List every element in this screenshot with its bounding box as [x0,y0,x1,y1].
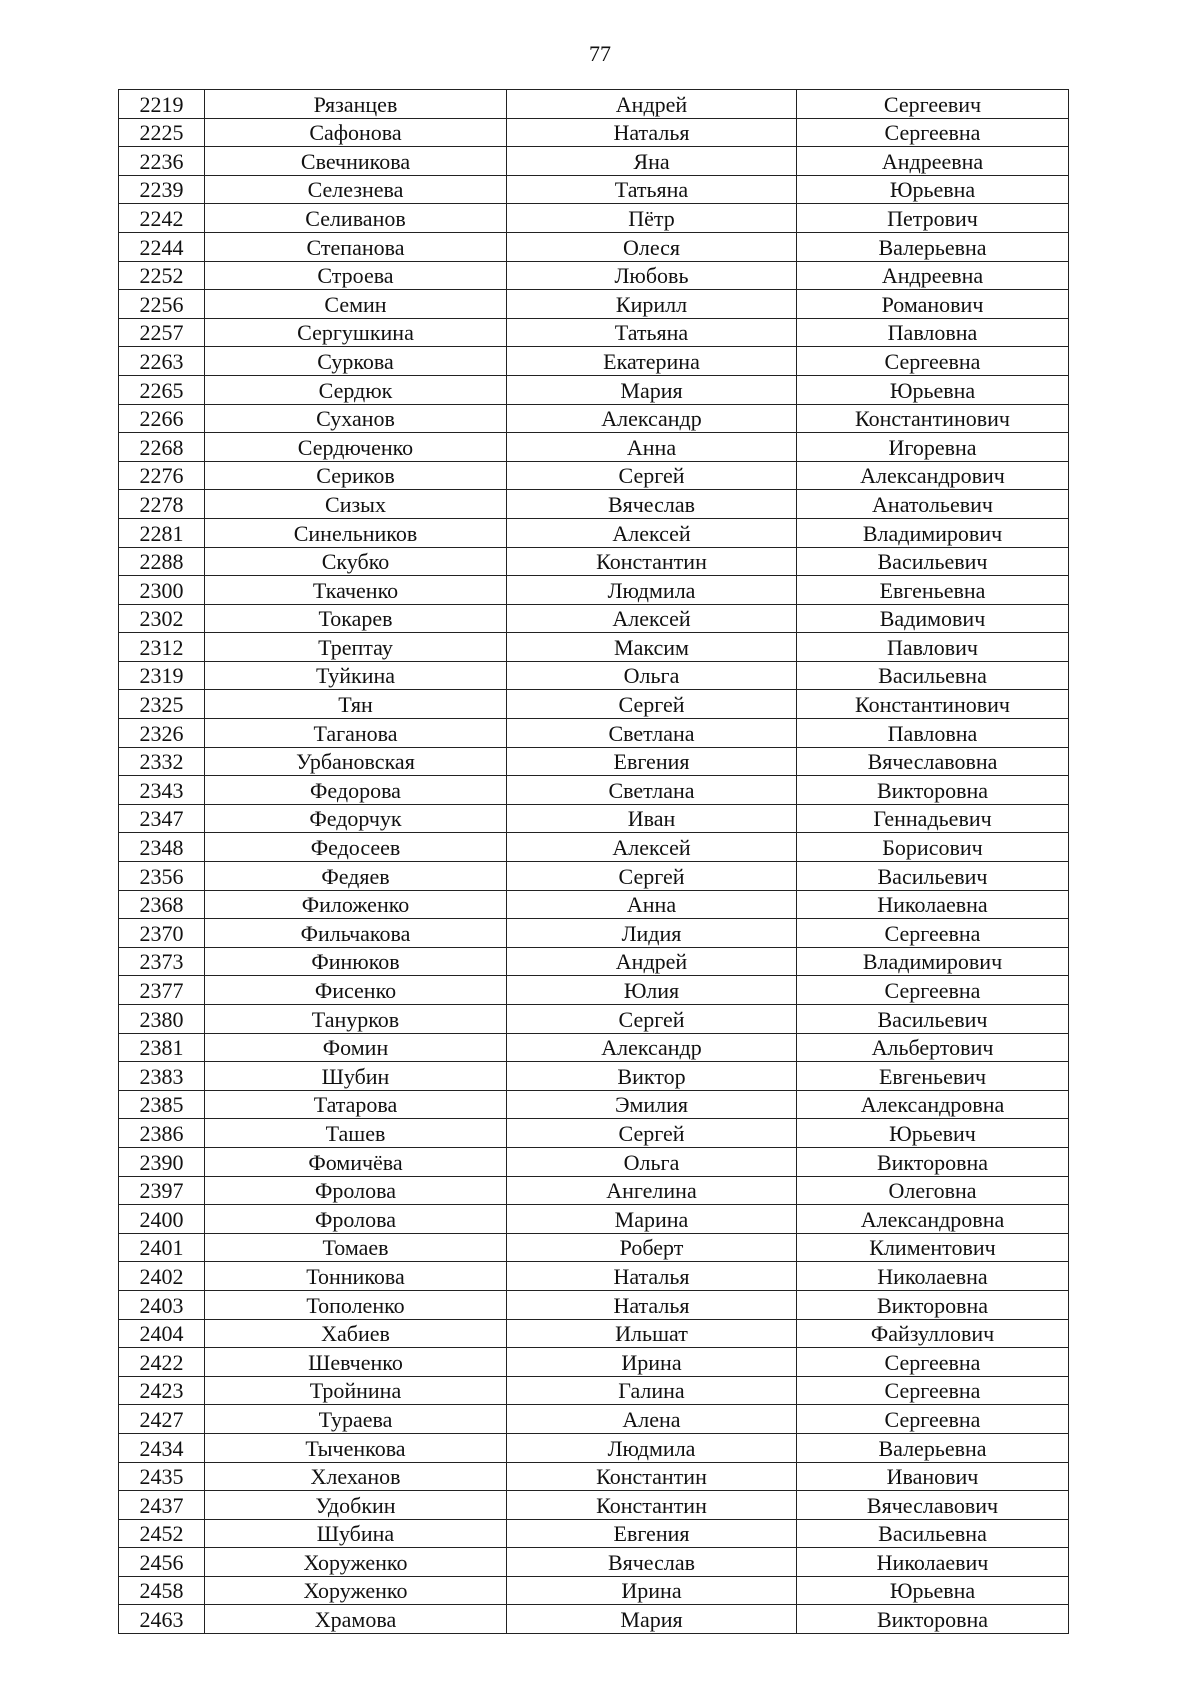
last-name-cell: Рязанцев [205,90,507,119]
patronymic-cell: Иванович [797,1462,1069,1491]
patronymic-cell: Валерьевна [797,232,1069,261]
record-number-cell: 2263 [119,347,205,376]
patronymic-cell: Вадимович [797,604,1069,633]
first-name-cell: Светлана [507,776,797,805]
last-name-cell: Тыченкова [205,1433,507,1462]
last-name-cell: Филоженко [205,890,507,919]
last-name-cell: Таганова [205,719,507,748]
table-row [119,1205,1069,1234]
first-name-cell: Евгения [507,1519,797,1548]
patronymic-cell: Юрьевич [797,1119,1069,1148]
first-name-cell: Яна [507,147,797,176]
first-name-cell: Максим [507,633,797,662]
patronymic-cell: Климентович [797,1233,1069,1262]
first-name-cell: Екатерина [507,347,797,376]
last-name-cell: Тян [205,690,507,719]
record-number-cell: 2325 [119,690,205,719]
table-row [119,547,1069,576]
record-number-cell: 2386 [119,1119,205,1148]
patronymic-cell: Владимирович [797,518,1069,547]
patronymic-cell: Юрьевна [797,1576,1069,1605]
patronymic-cell: Сергеевна [797,1405,1069,1434]
table-row [119,1433,1069,1462]
first-name-cell: Наталья [507,1262,797,1291]
last-name-cell: Хлеханов [205,1462,507,1491]
record-number-cell: 2347 [119,804,205,833]
last-name-cell: Федорова [205,776,507,805]
record-number-cell: 2225 [119,118,205,147]
table-row [119,175,1069,204]
patronymic-cell: Альбертович [797,1033,1069,1062]
table-row [119,690,1069,719]
patronymic-cell: Валерьевна [797,1433,1069,1462]
table-row [119,862,1069,891]
last-name-cell: Суркова [205,347,507,376]
first-name-cell: Мария [507,1605,797,1634]
page-number: 77 [589,41,611,66]
record-number-cell: 2288 [119,547,205,576]
table-row [119,1062,1069,1091]
patronymic-cell: Вячеславовна [797,747,1069,776]
table-row [119,1405,1069,1434]
patronymic-cell: Васильевич [797,862,1069,891]
table-row [119,90,1069,119]
first-name-cell: Лидия [507,919,797,948]
last-name-cell: Шубин [205,1062,507,1091]
first-name-cell: Вячеслав [507,1548,797,1577]
patronymic-cell: Борисович [797,833,1069,862]
first-name-cell: Любовь [507,261,797,290]
table-row [119,404,1069,433]
record-number-cell: 2268 [119,433,205,462]
first-name-cell: Людмила [507,1433,797,1462]
record-number-cell: 2343 [119,776,205,805]
table-row [119,1548,1069,1577]
patronymic-cell: Юрьевна [797,175,1069,204]
last-name-cell: Федосеев [205,833,507,862]
first-name-cell: Константин [507,1491,797,1520]
patronymic-cell: Павловна [797,318,1069,347]
patronymic-cell: Сергеевна [797,1376,1069,1405]
patronymic-cell: Андреевна [797,261,1069,290]
record-number-cell: 2257 [119,318,205,347]
last-name-cell: Туйкина [205,661,507,690]
last-name-cell: Селиванов [205,204,507,233]
record-number-cell: 2383 [119,1062,205,1091]
table-row [119,1319,1069,1348]
record-number-cell: 2381 [119,1033,205,1062]
last-name-cell: Суханов [205,404,507,433]
first-name-cell: Анна [507,433,797,462]
last-name-cell: Хоруженко [205,1576,507,1605]
patronymic-cell: Сергеевич [797,90,1069,119]
record-number-cell: 2401 [119,1233,205,1262]
record-number-cell: 2348 [119,833,205,862]
patronymic-cell: Игоревна [797,433,1069,462]
table-row [119,1519,1069,1548]
record-number-cell: 2252 [119,261,205,290]
last-name-cell: Тураева [205,1405,507,1434]
last-name-cell: Шубина [205,1519,507,1548]
patronymic-cell: Константинович [797,690,1069,719]
first-name-cell: Сергей [507,1119,797,1148]
table-row [119,1176,1069,1205]
patronymic-cell: Файзуллович [797,1319,1069,1348]
first-name-cell: Ирина [507,1576,797,1605]
last-name-cell: Шевченко [205,1348,507,1377]
table-row [119,1605,1069,1634]
last-name-cell: Хабиев [205,1319,507,1348]
record-number-cell: 2242 [119,204,205,233]
record-number-cell: 2458 [119,1576,205,1605]
first-name-cell: Светлана [507,719,797,748]
record-number-cell: 2312 [119,633,205,662]
table-row [119,433,1069,462]
last-name-cell: Ткаченко [205,576,507,605]
last-name-cell: Скубко [205,547,507,576]
table-row [119,804,1069,833]
patronymic-cell: Андреевна [797,147,1069,176]
first-name-cell: Константин [507,1462,797,1491]
first-name-cell: Наталья [507,1290,797,1319]
first-name-cell: Роберт [507,1233,797,1262]
table-row [119,1348,1069,1377]
patronymic-cell: Павловна [797,719,1069,748]
record-number-cell: 2368 [119,890,205,919]
record-number-cell: 2265 [119,375,205,404]
patronymic-cell: Сергеевна [797,347,1069,376]
first-name-cell: Олеся [507,232,797,261]
record-number-cell: 2302 [119,604,205,633]
first-name-cell: Алексей [507,518,797,547]
first-name-cell: Андрей [507,947,797,976]
table-row [119,976,1069,1005]
first-name-cell: Сергей [507,690,797,719]
table-row [119,1119,1069,1148]
first-name-cell: Ирина [507,1348,797,1377]
patronymic-cell: Александрович [797,461,1069,490]
patronymic-cell: Владимирович [797,947,1069,976]
last-name-cell: Танурков [205,1005,507,1034]
patronymic-cell: Викторовна [797,776,1069,805]
first-name-cell: Сергей [507,1005,797,1034]
record-number-cell: 2276 [119,461,205,490]
last-name-cell: Фомин [205,1033,507,1062]
record-number-cell: 2422 [119,1348,205,1377]
record-number-cell: 2236 [119,147,205,176]
last-name-cell: Строева [205,261,507,290]
roster-body [119,90,1069,1634]
record-number-cell: 2278 [119,490,205,519]
table-row [119,1290,1069,1319]
last-name-cell: Томаев [205,1233,507,1262]
table-row [119,461,1069,490]
table-row [119,147,1069,176]
last-name-cell: Сергушкина [205,318,507,347]
record-number-cell: 2256 [119,290,205,319]
patronymic-cell: Васильевна [797,661,1069,690]
first-name-cell: Ильшат [507,1319,797,1348]
first-name-cell: Александр [507,1033,797,1062]
table-row [119,118,1069,147]
first-name-cell: Ольга [507,661,797,690]
patronymic-cell: Петрович [797,204,1069,233]
first-name-cell: Алена [507,1405,797,1434]
table-row [119,604,1069,633]
patronymic-cell: Константинович [797,404,1069,433]
record-number-cell: 2437 [119,1491,205,1520]
patronymic-cell: Анатольевич [797,490,1069,519]
first-name-cell: Анна [507,890,797,919]
first-name-cell: Иван [507,804,797,833]
first-name-cell: Юлия [507,976,797,1005]
table-row [119,919,1069,948]
last-name-cell: Удобкин [205,1491,507,1520]
patronymic-cell: Николаевич [797,1548,1069,1577]
first-name-cell: Вячеслав [507,490,797,519]
table-row [119,1147,1069,1176]
last-name-cell: Федорчук [205,804,507,833]
last-name-cell: Фомичёва [205,1147,507,1176]
patronymic-cell: Геннадьевич [797,804,1069,833]
last-name-cell: Фильчакова [205,919,507,948]
table-row [119,290,1069,319]
record-number-cell: 2423 [119,1376,205,1405]
patronymic-cell: Евгеньевич [797,1062,1069,1091]
record-number-cell: 2319 [119,661,205,690]
record-number-cell: 2266 [119,404,205,433]
table-row [119,232,1069,261]
record-number-cell: 2402 [119,1262,205,1291]
first-name-cell: Виктор [507,1062,797,1091]
patronymic-cell: Александровна [797,1205,1069,1234]
table-row [119,661,1069,690]
patronymic-cell: Романович [797,290,1069,319]
last-name-cell: Урбановская [205,747,507,776]
table-row [119,490,1069,519]
record-number-cell: 2281 [119,518,205,547]
last-name-cell: Сердюченко [205,433,507,462]
last-name-cell: Татарова [205,1090,507,1119]
table-row [119,347,1069,376]
patronymic-cell: Олеговна [797,1176,1069,1205]
table-row [119,1376,1069,1405]
patronymic-cell: Васильевич [797,1005,1069,1034]
record-number-cell: 2400 [119,1205,205,1234]
record-number-cell: 2244 [119,232,205,261]
first-name-cell: Александр [507,404,797,433]
last-name-cell: Селезнева [205,175,507,204]
patronymic-cell: Сергеевна [797,1348,1069,1377]
patronymic-cell: Сергеевна [797,919,1069,948]
first-name-cell: Андрей [507,90,797,119]
first-name-cell: Алексей [507,833,797,862]
patronymic-cell: Сергеевна [797,976,1069,1005]
first-name-cell: Марина [507,1205,797,1234]
record-number-cell: 2456 [119,1548,205,1577]
first-name-cell: Сергей [507,862,797,891]
first-name-cell: Татьяна [507,318,797,347]
record-number-cell: 2385 [119,1090,205,1119]
table-row [119,776,1069,805]
record-number-cell: 2390 [119,1147,205,1176]
first-name-cell: Константин [507,547,797,576]
last-name-cell: Ташев [205,1119,507,1148]
last-name-cell: Синельников [205,518,507,547]
first-name-cell: Ольга [507,1147,797,1176]
first-name-cell: Евгения [507,747,797,776]
last-name-cell: Хоруженко [205,1548,507,1577]
table-row [119,747,1069,776]
last-name-cell: Фисенко [205,976,507,1005]
last-name-cell: Сердюк [205,375,507,404]
roster-table [118,89,1069,1634]
last-name-cell: Храмова [205,1605,507,1634]
record-number-cell: 2370 [119,919,205,948]
table-row [119,518,1069,547]
first-name-cell: Кирилл [507,290,797,319]
first-name-cell: Галина [507,1376,797,1405]
table-row [119,1033,1069,1062]
first-name-cell: Мария [507,375,797,404]
table-row [119,1262,1069,1291]
last-name-cell: Токарев [205,604,507,633]
record-number-cell: 2377 [119,976,205,1005]
table-row [119,1090,1069,1119]
patronymic-cell: Юрьевна [797,375,1069,404]
table-row [119,1005,1069,1034]
record-number-cell: 2380 [119,1005,205,1034]
last-name-cell: Фролова [205,1205,507,1234]
patronymic-cell: Вячеславович [797,1491,1069,1520]
patronymic-cell: Викторовна [797,1290,1069,1319]
first-name-cell: Татьяна [507,175,797,204]
table-row [119,833,1069,862]
record-number-cell: 2239 [119,175,205,204]
table-row [119,204,1069,233]
last-name-cell: Трептау [205,633,507,662]
patronymic-cell: Павлович [797,633,1069,662]
table-row [119,1233,1069,1262]
record-number-cell: 2403 [119,1290,205,1319]
record-number-cell: 2463 [119,1605,205,1634]
table-row [119,1491,1069,1520]
record-number-cell: 2332 [119,747,205,776]
record-number-cell: 2373 [119,947,205,976]
record-number-cell: 2452 [119,1519,205,1548]
record-number-cell: 2435 [119,1462,205,1491]
patronymic-cell: Викторовна [797,1605,1069,1634]
record-number-cell: 2397 [119,1176,205,1205]
last-name-cell: Тонникова [205,1262,507,1291]
record-number-cell: 2427 [119,1405,205,1434]
table-row [119,1462,1069,1491]
record-number-cell: 2434 [119,1433,205,1462]
last-name-cell: Сериков [205,461,507,490]
table-row [119,719,1069,748]
patronymic-cell: Сергеевна [797,118,1069,147]
last-name-cell: Тополенко [205,1290,507,1319]
first-name-cell: Наталья [507,118,797,147]
patronymic-cell: Васильевич [797,547,1069,576]
first-name-cell: Пётр [507,204,797,233]
patronymic-cell: Васильевна [797,1519,1069,1548]
table-row [119,947,1069,976]
table-row [119,318,1069,347]
record-number-cell: 2219 [119,90,205,119]
table-row [119,375,1069,404]
last-name-cell: Фролова [205,1176,507,1205]
last-name-cell: Тройнина [205,1376,507,1405]
patronymic-cell: Николаевна [797,890,1069,919]
last-name-cell: Сафонова [205,118,507,147]
first-name-cell: Людмила [507,576,797,605]
record-number-cell: 2404 [119,1319,205,1348]
last-name-cell: Финюков [205,947,507,976]
table-row [119,633,1069,662]
first-name-cell: Алексей [507,604,797,633]
table-row [119,576,1069,605]
last-name-cell: Семин [205,290,507,319]
record-number-cell: 2356 [119,862,205,891]
patronymic-cell: Викторовна [797,1147,1069,1176]
record-number-cell: 2326 [119,719,205,748]
last-name-cell: Свечникова [205,147,507,176]
patronymic-cell: Евгеньевна [797,576,1069,605]
first-name-cell: Эмилия [507,1090,797,1119]
last-name-cell: Степанова [205,232,507,261]
patronymic-cell: Николаевна [797,1262,1069,1291]
patronymic-cell: Александровна [797,1090,1069,1119]
record-number-cell: 2300 [119,576,205,605]
last-name-cell: Федяев [205,862,507,891]
table-row [119,890,1069,919]
first-name-cell: Ангелина [507,1176,797,1205]
last-name-cell: Сизых [205,490,507,519]
first-name-cell: Сергей [507,461,797,490]
table-row [119,261,1069,290]
table-row [119,1576,1069,1605]
